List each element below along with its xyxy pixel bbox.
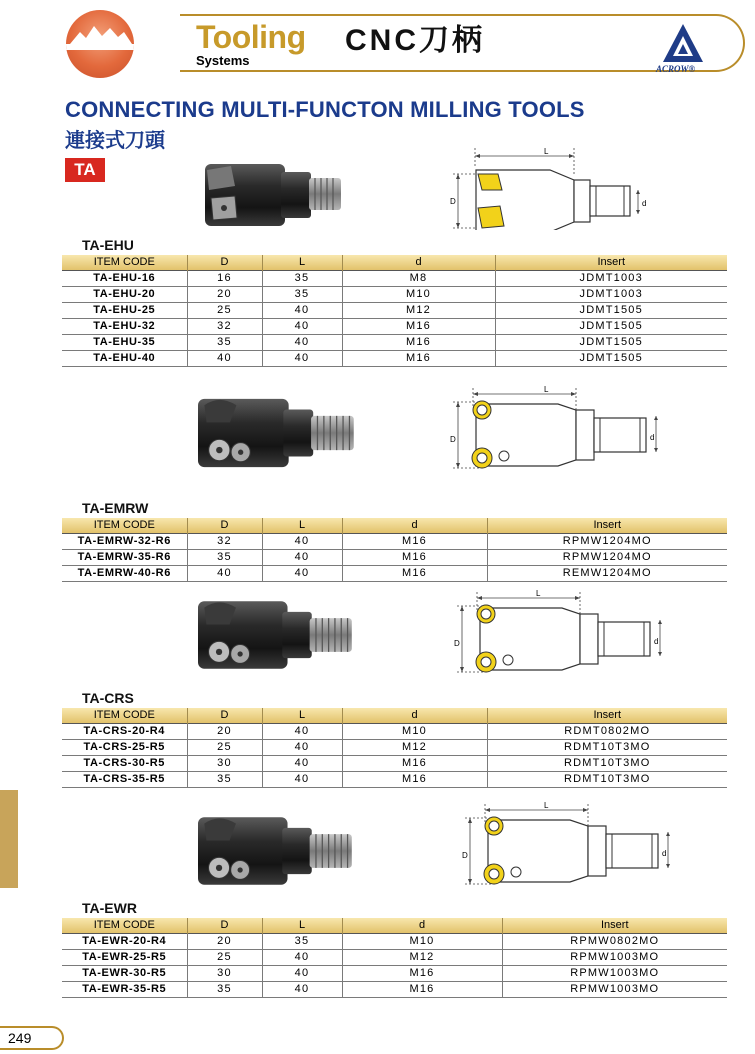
cell-insert: RPMW1003MO <box>502 966 727 982</box>
ta-crs-product-photo <box>198 592 356 678</box>
drawing-label-big-d: D <box>450 197 456 206</box>
cell-insert: REMW1204MO <box>487 566 727 582</box>
ta-ewr-product-photo <box>198 808 356 894</box>
col-big-d: D <box>187 518 262 534</box>
cell-insert: RDMT10T3MO <box>487 772 727 788</box>
acrow-logo-text: ACROW® <box>656 64 696 74</box>
section-title-ta-ewr: TA-EWR <box>82 900 137 916</box>
cell-l: 40 <box>262 550 342 566</box>
drawing-label-l: L <box>544 802 549 810</box>
item-code: TA-CRS-30-R5 <box>62 756 187 772</box>
page-number: 249 <box>0 1026 64 1050</box>
table-header-row <box>62 518 727 534</box>
table-row <box>62 982 727 998</box>
drawing-label-l: L <box>544 148 549 156</box>
table-row <box>62 335 727 351</box>
item-code: TA-EMRW-32-R6 <box>62 534 187 550</box>
cell-l: 40 <box>262 982 342 998</box>
cell-insert: RDMT10T3MO <box>487 740 727 756</box>
cell-small-d: M12 <box>342 740 487 756</box>
table-row <box>62 950 727 966</box>
item-code: TA-EHU-16 <box>62 271 187 287</box>
item-code: TA-EWR-25-R5 <box>62 950 187 966</box>
cell-l: 35 <box>262 287 342 303</box>
item-code: TA-EHU-20 <box>62 287 187 303</box>
table-row <box>62 534 727 550</box>
cell-small-d: M16 <box>342 966 502 982</box>
cell-big-d: 35 <box>187 335 262 351</box>
cell-l: 40 <box>262 303 342 319</box>
company-logo <box>66 10 134 78</box>
cell-l: 40 <box>262 534 342 550</box>
cell-big-d: 40 <box>187 351 262 367</box>
ta-emrw-product-photo <box>198 390 358 476</box>
drawing-label-big-d: D <box>462 851 468 860</box>
cell-small-d: M16 <box>342 351 495 367</box>
cell-small-d: M8 <box>342 271 495 287</box>
ta-ehu-dimension-drawing <box>450 148 650 230</box>
table-row <box>62 287 727 303</box>
cell-insert: JDMT1505 <box>495 351 727 367</box>
cell-small-d: M10 <box>342 934 502 950</box>
page-title: CONNECTING MULTI-FUNCTON MILLING TOOLS <box>65 97 585 122</box>
cell-l: 35 <box>262 271 342 287</box>
cell-small-d: M12 <box>342 303 495 319</box>
col-item-code: ITEM CODE <box>62 255 187 271</box>
cell-big-d: 32 <box>187 319 262 335</box>
cell-insert: RPMW1003MO <box>502 950 727 966</box>
cell-big-d: 20 <box>187 934 262 950</box>
cell-insert: JDMT1003 <box>495 287 727 303</box>
cell-insert: JDMT1505 <box>495 303 727 319</box>
section-title-ta-emrw: TA-EMRW <box>82 500 149 516</box>
drawing-label-big-d: D <box>454 639 460 648</box>
cell-l: 40 <box>262 966 342 982</box>
table-row <box>62 271 727 287</box>
col-l: L <box>262 255 342 271</box>
cell-big-d: 25 <box>187 303 262 319</box>
cell-big-d: 20 <box>187 724 262 740</box>
item-code: TA-CRS-20-R4 <box>62 724 187 740</box>
brand-line1: Tooling <box>196 19 306 55</box>
table-header-row <box>62 708 727 724</box>
table-row <box>62 319 727 335</box>
drawing-label-small-d: d <box>650 433 655 442</box>
item-code: TA-EWR-35-R5 <box>62 982 187 998</box>
ta-emrw-dimension-drawing <box>448 386 668 476</box>
page-title-chinese: 連接式刀頭 <box>65 128 165 152</box>
table-row <box>62 756 727 772</box>
drawing-label-small-d: d <box>662 849 667 858</box>
cell-insert: RPMW1204MO <box>487 534 727 550</box>
drawing-label-l: L <box>536 590 541 598</box>
cell-l: 40 <box>262 566 342 582</box>
cell-insert: RDMT0802MO <box>487 724 727 740</box>
section-title-ta-crs: TA-CRS <box>82 690 134 706</box>
col-big-d: D <box>187 255 262 271</box>
table-row <box>62 724 727 740</box>
cell-big-d: 40 <box>187 566 262 582</box>
ta-ehu-spec-table <box>62 255 727 367</box>
cell-l: 40 <box>262 950 342 966</box>
table-row <box>62 772 727 788</box>
table-row <box>62 566 727 582</box>
cell-big-d: 30 <box>187 756 262 772</box>
cell-l: 40 <box>262 319 342 335</box>
cell-big-d: 30 <box>187 966 262 982</box>
col-item-code: ITEM CODE <box>62 918 187 934</box>
cell-insert: RDMT10T3MO <box>487 756 727 772</box>
item-code: TA-EHU-35 <box>62 335 187 351</box>
cell-small-d: M12 <box>342 950 502 966</box>
table-row <box>62 966 727 982</box>
cell-big-d: 35 <box>187 772 262 788</box>
col-big-d: D <box>187 708 262 724</box>
cell-l: 40 <box>262 335 342 351</box>
cell-small-d: M16 <box>342 772 487 788</box>
chapter-side-tab <box>0 790 18 888</box>
table-row <box>62 740 727 756</box>
col-l: L <box>262 708 342 724</box>
col-big-d: D <box>187 918 262 934</box>
cell-l: 40 <box>262 740 342 756</box>
cell-insert: RPMW0802MO <box>502 934 727 950</box>
cell-insert: RPMW1003MO <box>502 982 727 998</box>
col-insert: Insert <box>487 518 727 534</box>
drawing-label-small-d: d <box>654 637 659 646</box>
cell-small-d: M16 <box>342 534 487 550</box>
ta-crs-dimension-drawing <box>452 590 672 680</box>
col-small-d: d <box>342 255 495 271</box>
cell-small-d: M16 <box>342 319 495 335</box>
item-code: TA-EWR-30-R5 <box>62 966 187 982</box>
table-row <box>62 351 727 367</box>
cell-l: 35 <box>262 934 342 950</box>
item-code: TA-CRS-35-R5 <box>62 772 187 788</box>
cell-big-d: 16 <box>187 271 262 287</box>
cell-big-d: 20 <box>187 287 262 303</box>
cell-big-d: 35 <box>187 982 262 998</box>
cell-small-d: M16 <box>342 982 502 998</box>
col-insert: Insert <box>487 708 727 724</box>
cell-insert: JDMT1003 <box>495 271 727 287</box>
drawing-label-l: L <box>544 386 549 394</box>
acrow-logo-icon <box>661 22 705 66</box>
series-tag: TA <box>65 158 105 182</box>
table-header-row <box>62 255 727 271</box>
cell-insert: RPMW1204MO <box>487 550 727 566</box>
col-insert: Insert <box>502 918 727 934</box>
section-title-ta-ehu: TA-EHU <box>82 237 134 253</box>
item-code: TA-EHU-32 <box>62 319 187 335</box>
cell-big-d: 32 <box>187 534 262 550</box>
cell-small-d: M16 <box>342 756 487 772</box>
cell-l: 40 <box>262 772 342 788</box>
cell-small-d: M10 <box>342 724 487 740</box>
drawing-label-small-d: d <box>642 199 647 208</box>
ta-emrw-spec-table <box>62 518 727 582</box>
brand-line2: Systems <box>196 53 250 68</box>
cell-small-d: M16 <box>342 566 487 582</box>
mountain-logo-icon <box>66 10 134 78</box>
item-code: TA-EWR-20-R4 <box>62 934 187 950</box>
item-code: TA-EMRW-35-R6 <box>62 550 187 566</box>
ta-ewr-dimension-drawing <box>460 802 680 892</box>
ta-ewr-spec-table <box>62 918 727 998</box>
cell-big-d: 25 <box>187 950 262 966</box>
item-code: TA-EHU-40 <box>62 351 187 367</box>
cell-l: 40 <box>262 756 342 772</box>
cell-l: 40 <box>262 724 342 740</box>
col-small-d: d <box>342 708 487 724</box>
ta-ehu-product-photo <box>195 156 345 234</box>
col-item-code: ITEM CODE <box>62 518 187 534</box>
table-header-row <box>62 918 727 934</box>
item-code: TA-EMRW-40-R6 <box>62 566 187 582</box>
col-small-d: d <box>342 918 502 934</box>
col-l: L <box>262 918 342 934</box>
col-small-d: d <box>342 518 487 534</box>
ta-crs-spec-table <box>62 708 727 788</box>
col-l: L <box>262 518 342 534</box>
cell-small-d: M16 <box>342 335 495 351</box>
col-insert: Insert <box>495 255 727 271</box>
cell-insert: JDMT1505 <box>495 335 727 351</box>
drawing-label-big-d: D <box>450 435 456 444</box>
table-row <box>62 934 727 950</box>
table-row <box>62 550 727 566</box>
cell-big-d: 35 <box>187 550 262 566</box>
cell-big-d: 25 <box>187 740 262 756</box>
cell-small-d: M10 <box>342 287 495 303</box>
col-item-code: ITEM CODE <box>62 708 187 724</box>
cell-small-d: M16 <box>342 550 487 566</box>
table-row <box>62 303 727 319</box>
item-code: TA-CRS-25-R5 <box>62 740 187 756</box>
header-title: CNC刀柄 <box>345 24 485 57</box>
item-code: TA-EHU-25 <box>62 303 187 319</box>
cell-l: 40 <box>262 351 342 367</box>
cell-insert: JDMT1505 <box>495 319 727 335</box>
